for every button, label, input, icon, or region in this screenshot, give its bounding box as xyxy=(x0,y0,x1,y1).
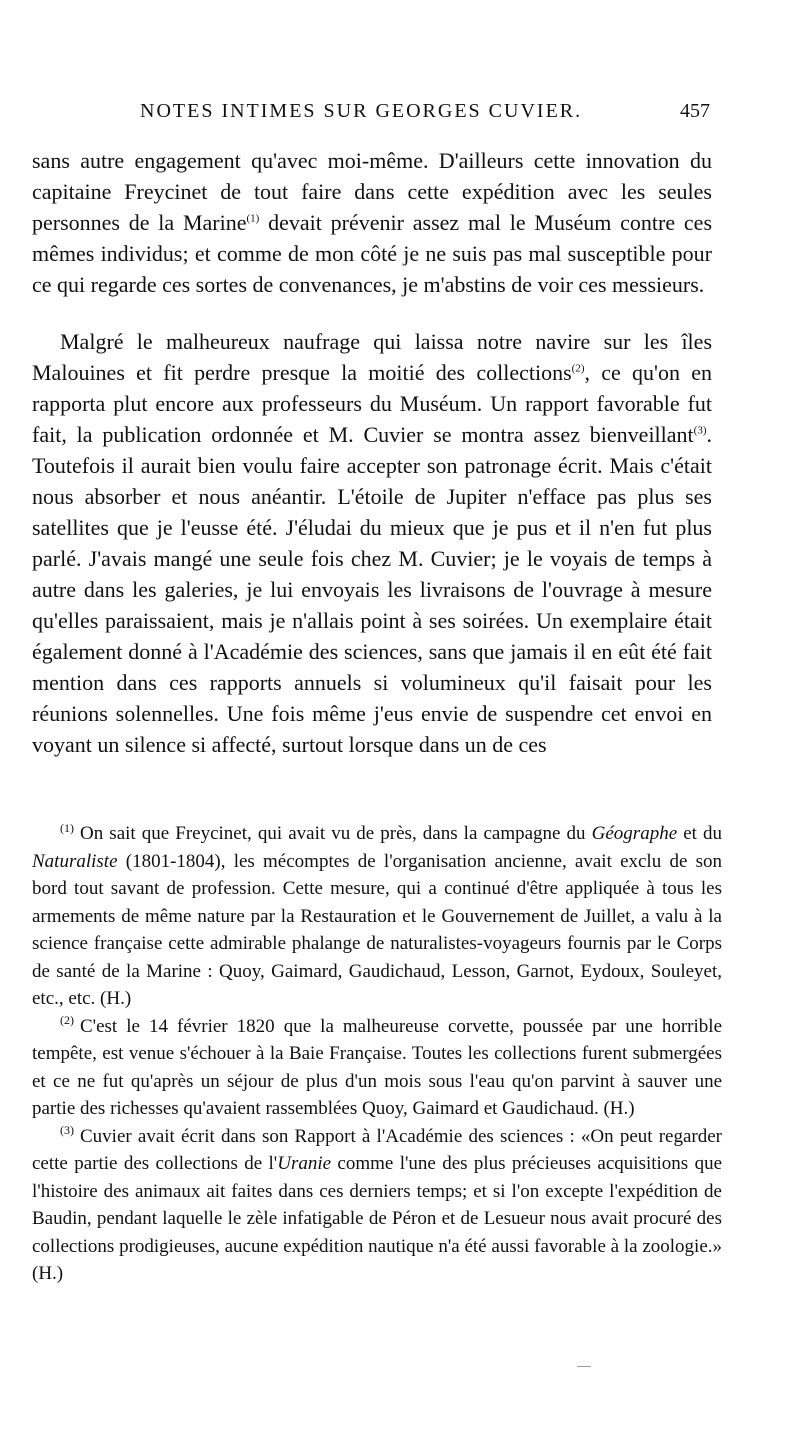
footnotes xyxy=(32,820,722,1288)
running-head xyxy=(140,100,710,130)
paragraph-2-text-a: Malgré le malheureux naufrage qui laissa notre navire sur les îles Malouines et fit perdre presque la moitié des collections xyxy=(32,329,712,385)
footnote-3-mark: (3) xyxy=(60,1123,74,1138)
paragraph-2 xyxy=(32,326,712,760)
running-title: NOTES INTIMES SUR GEORGES CUVIER. xyxy=(140,100,583,122)
footnote-1-text-b: et du xyxy=(677,823,722,844)
paragraph-2-text-b: , ce qu'on en rapporta plut encore aux professeurs du Muséum. Un rapport favorable fut fait, la publication ordonnée et M. Cuvier se montra assez bienveillant xyxy=(32,360,713,447)
paragraph-1-text-b: devait prévenir assez mal le Muséum contre ces mêmes individus; et comme de mon côté je ne suis pas mal susceptible pour ce qui regarde ces sortes de convenances, je m'abstins de voir ces messieurs. xyxy=(32,210,713,297)
printer-mark xyxy=(577,1366,591,1367)
footnote-2-mark: (2) xyxy=(60,1013,74,1028)
footnote-1 xyxy=(32,820,722,1013)
footnote-2-text: C'est le 14 février 1820 que la malheureuse corvette, poussée par une horrible tempête, est venue s'échouer à la Baie Française. Toutes les collections furent submergées et ce ne fut qu'après un séjour de plus d'un mois sous l'eau qu'on parvint à sauver une partie des richesses qu'avaient rassemblées Quoy, Gaimard et Gaudichaud. (H.) xyxy=(32,1015,722,1119)
main-text xyxy=(32,145,712,760)
ship-name-geographe: Géographe xyxy=(591,823,678,844)
footnote-3-text-a: Cuvier avait écrit dans son Rapport à l'Académie des sciences : «On peut regarder cette partie des collections de l' xyxy=(32,1125,722,1174)
footnote-ref-2: (2) xyxy=(571,362,585,375)
ship-name-naturaliste: Naturaliste xyxy=(32,850,118,872)
footnote-ref-3: (3) xyxy=(693,424,707,437)
footnote-1-text-c: (1801-1804), les mécomptes de l'organisation ancienne, avait exclu de son bord tout savant de profession. Cette mesure, qui a continué d'être appliquée à tous les armements de même nature par la Restauration et le Gouvernement de Juillet, a valu à la science française cette admirable phalange de naturalistes-voyageurs fournis par le Corps de santé de la Marine : Quoy, Gaimard, Gaudichaud, Lesson, Garnot, Eydoux, Souleyet, etc., etc. (H.) xyxy=(32,850,722,1009)
footnote-1-mark: (1) xyxy=(60,820,74,835)
footnote-ref-1: (1) xyxy=(246,212,260,225)
ship-name-uranie: Uranie xyxy=(277,1153,332,1174)
paragraph-1 xyxy=(32,145,712,300)
footnote-2 xyxy=(32,1013,722,1123)
footnote-3-text-b: comme l'une des plus précieuses acquisitions que l'histoire des animaux ait faites dans ces derniers temps; et si l'on excepte l'expédition de Baudin, pendant laquelle le zèle infatigable de Péron et de Lesueur nous avait procuré des collections prodigieuses, aucune expédition nautique n'a été aussi favorable à la zoologie.» (H.) xyxy=(32,1153,722,1284)
paragraph-1-text-a: sans autre engagement qu'avec moi-même. D'ailleurs cette innovation du capitaine Freycinet de tout faire dans cette expédition avec les seules personnes de la Marine xyxy=(32,148,712,235)
page-number: 457 xyxy=(680,100,710,122)
footnote-3 xyxy=(32,1123,722,1288)
paragraph-2-text-c: . Toutefois il aurait bien voulu faire accepter son patronage écrit. Mais c'était nous absorber et nous anéantir. L'étoile de Jupiter n'efface pas plus ses satellites que je l'eusse été. J'éludai du mieux que je pus et il n'en fut plus parlé. J'avais mangé une seule fois chez M. Cuvier; je le voyais de temps à autre dans les galeries, je lui envoyais les livraisons de l'ouvrage à mesure qu'elles paraissaient, mais je n'allais point à ses soirées. Un exemplaire était également donné à l'Académie des sciences, sans que jamais il en eût été fait mention dans ces rapports annuels si volumineux qu'il faisait pour les réunions solennelles. Une fois même j'eus envie de suspendre cet envoi en voyant un silence si affecté, surtout lorsque dans un de ces xyxy=(32,422,712,757)
footnote-1-text-a: On sait que Freycinet, qui avait vu de près, dans la campagne du xyxy=(80,823,592,844)
